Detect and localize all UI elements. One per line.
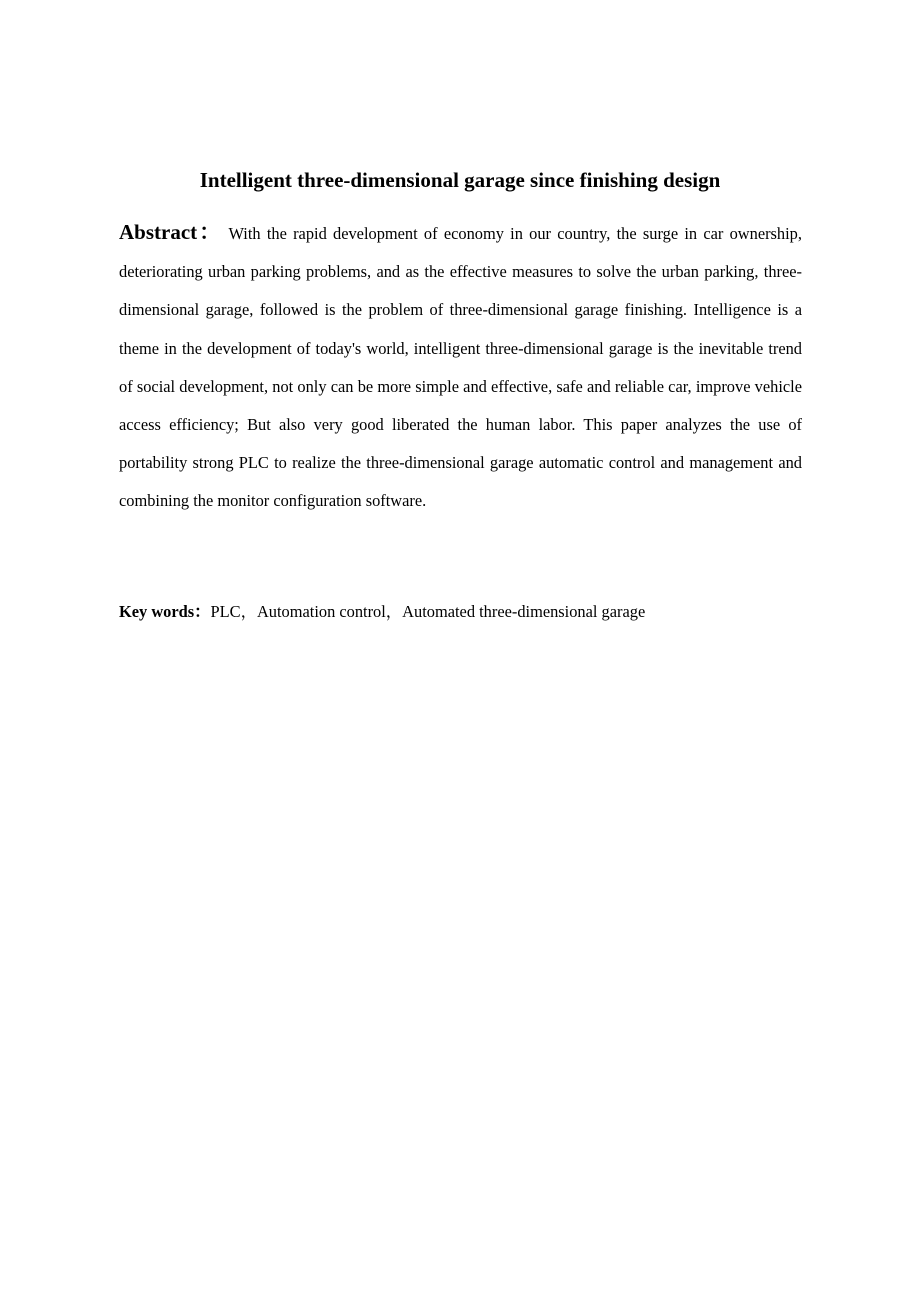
abstract-text: With the rapid development of economy in our country, the surge in car ownership, deteriorating urban parking problems, and as the effective measures to solve the urban parking, three-dimensional garage, followed is the problem of three-dimensional garage finishing. Intelligence is a theme in the development of today's world, intelligent three-dimensional garage is the inevitable trend of social development, not only can be more simple and effective, safe and reliable car, improve vehicle access efficiency; But also very good liberated the human labor. This paper analyzes the use of portability strong PLC to realize the three-dimensional garage automatic control and management and combining the monitor configuration software. bbox=[119, 224, 802, 511]
keywords-label: Key words： bbox=[119, 602, 211, 621]
document-title: Intelligent three-dimensional garage since finishing design bbox=[199, 168, 721, 192]
abstract-paragraph bbox=[119, 213, 802, 521]
keywords-text: PLC，Automation control，Automated three-dimensional garage bbox=[210, 602, 646, 621]
keywords-line bbox=[119, 599, 802, 625]
abstract-label: Abstract： bbox=[119, 220, 223, 244]
